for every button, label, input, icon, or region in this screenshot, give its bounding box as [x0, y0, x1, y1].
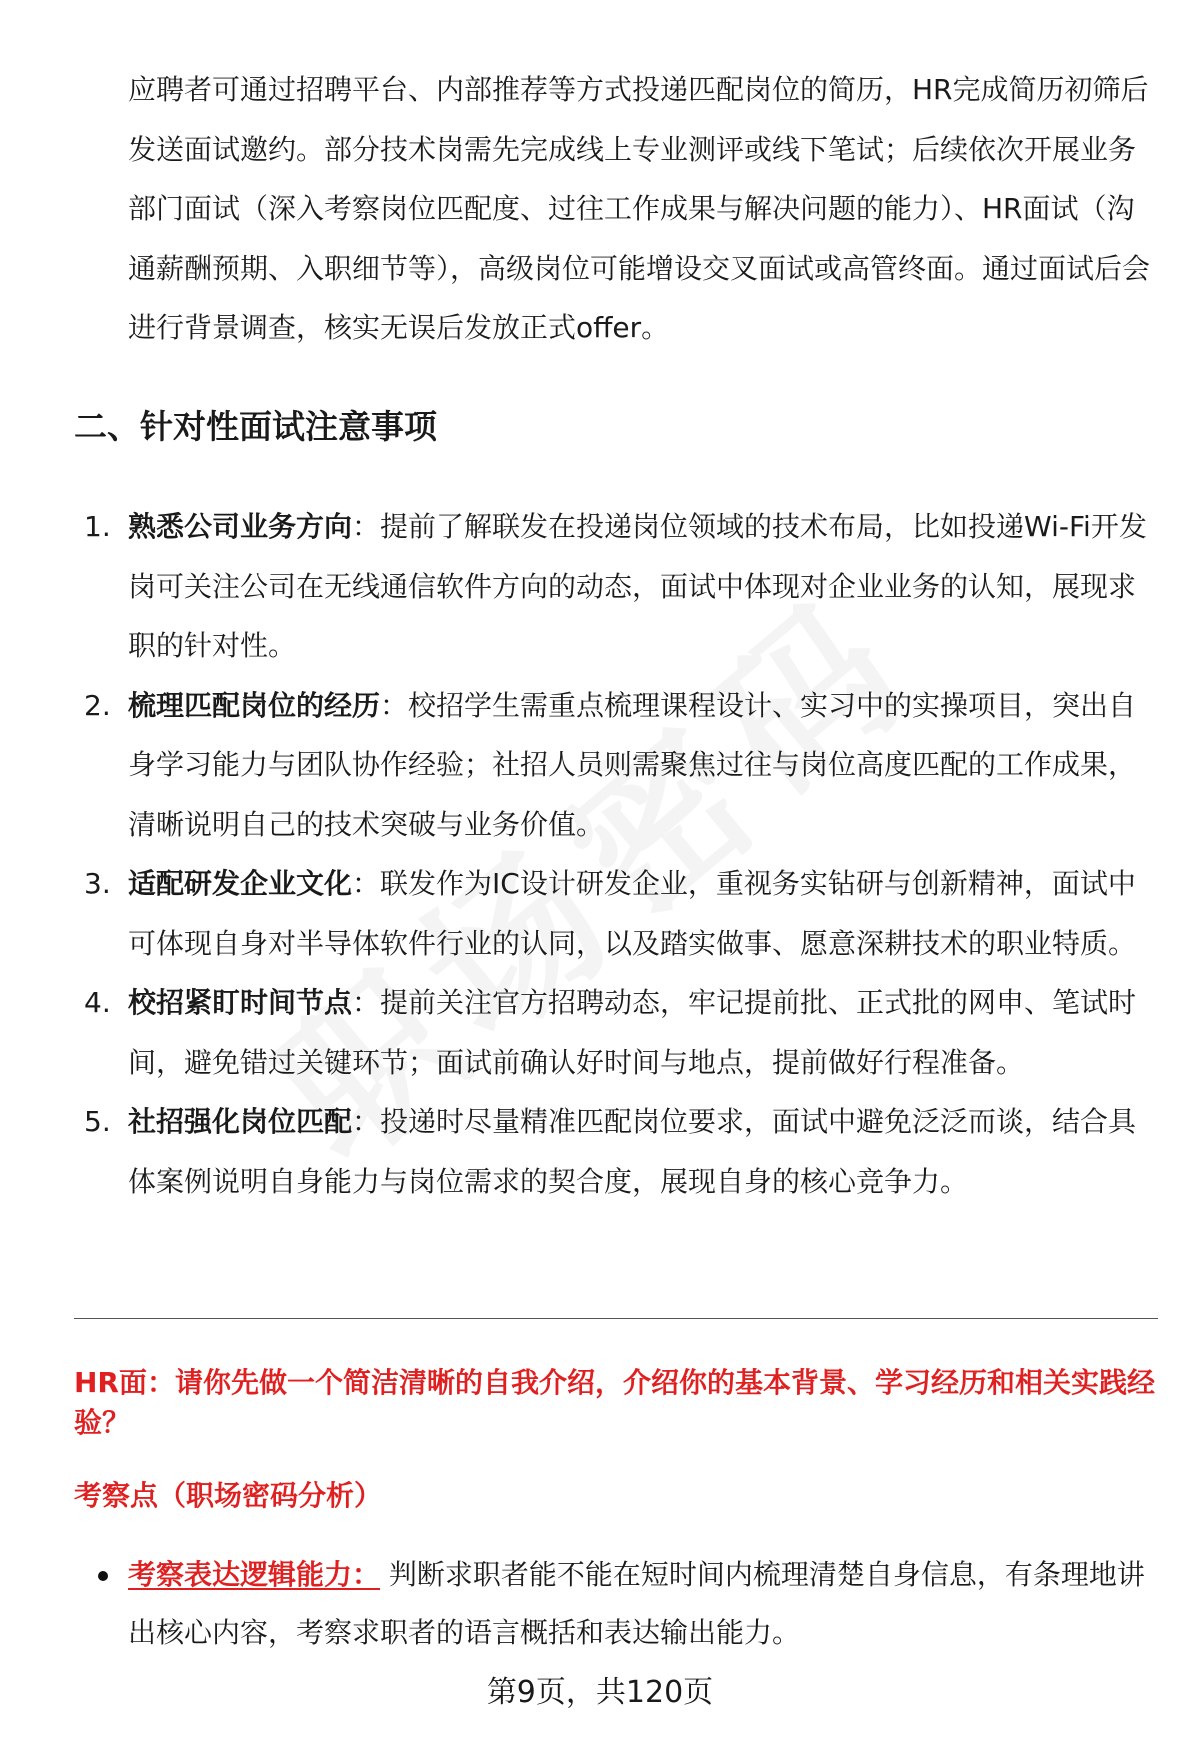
tip-term: 熟悉公司业务方向: [128, 510, 353, 543]
list-number: 4.: [84, 986, 111, 1019]
analysis-title: 考察点（职场密码分析）: [74, 1479, 383, 1512]
tip-term: 适配研发企业文化: [128, 867, 353, 900]
tips-list: [0, 497, 1200, 1211]
list-item: [0, 854, 1158, 973]
intro-paragraph: 应聘者可通过招聘平台、内部推荐等方式投递匹配岗位的简历，HR完成简历初筛后发送面试邀约。部分技术岗需先完成线上专业测评或线下笔试；后续依次开展业务部门面试（深入考察岗位匹配度、过往工作成果与解决问题的能力）、HR面试（沟通薪酬预期、入职细节等），高级岗位可能增设交叉面试或高管终面。通过面试后会进行背景调查，核实无误后发放正式offer。: [128, 73, 1151, 344]
tip-text: ：校招学生需重点梳理课程设计、实习中的实操项目，突出自身学习能力与团队协作经验；社招人员则需聚焦过往与岗位高度匹配的工作成果，清晰说明自己的技术突破与业务价值。: [128, 688, 1137, 841]
list-number: 1.: [84, 510, 111, 543]
point-text: 判断求职者能不能在短时间内梳理清楚自身信息，有条理地讲出核心内容，考察求职者的语言概括和表达输出能力。: [128, 1558, 1145, 1649]
bullet-icon: [98, 1571, 108, 1581]
tip-term: 社招强化岗位匹配: [128, 1105, 353, 1138]
points-list: [0, 1546, 1200, 1662]
tip-text: ：投递时尽量精准匹配岗位要求，面试中避免泛泛而谈，结合具体案例说明自身能力与岗位需求的契合度，展现自身的核心竞争力。: [128, 1105, 1137, 1198]
list-item: [0, 973, 1158, 1092]
tip-text: ：提前关注官方招聘动态，牢记提前批、正式批的网申、笔试时间，避免错过关键环节；面试前确认好时间与地点，提前做好行程准备。: [128, 986, 1137, 1079]
tip-text: ：联发作为IC设计研发企业，重视务实钻研与创新精神，面试中可体现自身对半导体软件行业的认同，以及踏实做事、愿意深耕技术的职业特质。: [128, 867, 1137, 960]
list-item: [0, 676, 1158, 855]
tip-term: 梳理匹配岗位的经历: [128, 688, 381, 722]
list-number: 2.: [84, 688, 111, 722]
point-term: 考察表达逻辑能力：: [128, 1558, 381, 1591]
tip-term: 校招紧盯时间节点: [128, 986, 353, 1019]
list-item: [0, 497, 1158, 676]
list-item: [0, 1546, 1158, 1662]
list-item: [0, 1092, 1158, 1211]
page-number: 第9页，共120页: [486, 1675, 714, 1710]
interview-question: HR面：请你先做一个简洁清晰的自我介绍，介绍你的基本背景、学习经历和相关实践经验？: [74, 1366, 1155, 1439]
section-title: 二、针对性面试注意事项: [74, 407, 437, 446]
divider: [74, 1318, 1158, 1319]
list-number: 5.: [84, 1105, 111, 1138]
tip-text: ：提前了解联发在投递岗位领域的技术布局，比如投递Wi-Fi开发岗可关注公司在无线通信软件方向的动态，面试中体现对企业业务的认知，展现求职的针对性。: [128, 510, 1147, 662]
list-number: 3.: [84, 867, 111, 900]
